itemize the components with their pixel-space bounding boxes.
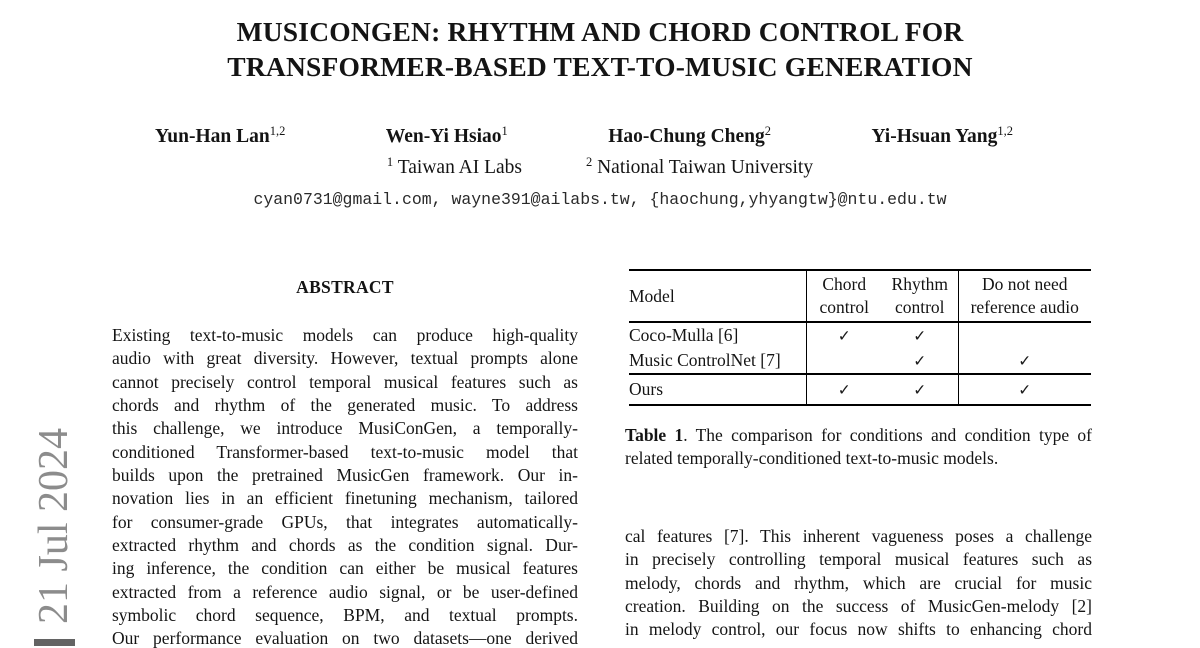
- rhythm-control-cell: ✓: [882, 348, 958, 374]
- model-cell: Ours: [629, 379, 664, 399]
- author-emails: cyan0731@gmail.com, wayne391@ailabs.tw, {haochung,yhyangtw}@ntu.edu.tw: [253, 190, 947, 209]
- no-reference-audio-cell: [958, 322, 1091, 348]
- text-line: melody, chords and rhythm, which are crucial for music: [625, 572, 1092, 593]
- table-caption-label: Table 1: [625, 425, 684, 445]
- abstract-body: [112, 324, 578, 648]
- author-name: Hao-Chung Cheng: [608, 126, 765, 147]
- author: [871, 126, 1013, 148]
- text-line: novation lies in an efficient finetuning mechanism, tailored: [112, 488, 578, 509]
- right-column: [625, 269, 1092, 642]
- text-line: this challenge, we introduce MusiConGen, a temporally-: [112, 418, 578, 439]
- chord-control-cell: [806, 348, 882, 374]
- left-column: [112, 277, 578, 648]
- text-line: cannot precisely control temporal musical features such as: [112, 371, 578, 392]
- arxiv-date-stamp: 21 Jul 2024: [31, 428, 77, 625]
- table-row-ours: [629, 374, 1091, 405]
- col-header-chord-control: Chord control: [806, 270, 882, 322]
- arxiv-stamp-cut-glyph: [34, 639, 75, 646]
- text-line: audio with great diversity. However, textual prompts alone: [112, 348, 578, 369]
- paper-title: [0, 14, 1200, 84]
- chord-control-cell: ✓: [806, 374, 882, 405]
- paper-title-line-2: TRANSFORMER-BASED TEXT-TO-MUSIC GENERATION: [227, 51, 973, 82]
- table-caption-text: . The comparison for conditions and condition type of related temporally-conditioned text-to-music models.: [625, 425, 1092, 468]
- model-cell: Coco-Mulla [6]: [629, 325, 739, 345]
- affil-name: National Taiwan University: [597, 157, 814, 178]
- table-row: [629, 348, 1091, 374]
- intro-body: [625, 525, 1092, 642]
- table-row: [629, 322, 1091, 348]
- author: [386, 126, 508, 148]
- author: [155, 126, 285, 148]
- text-line: builds upon the pretrained MusicGen framework. Our in-: [112, 464, 578, 485]
- text-line: for consumer-grade GPUs, that integrates automatically-: [112, 511, 578, 532]
- affiliation-list: [0, 157, 1200, 179]
- text-line: cal features [7]. This inherent vagueness poses a challenge: [625, 526, 1092, 546]
- text-line: chords and rhythm of the generated music. To address: [112, 394, 578, 415]
- text-line: extracted from a reference audio signal, or be user-defined: [112, 581, 578, 602]
- text-line: symbolic chord sequence, BPM, and textual prompts.: [112, 604, 578, 625]
- paper-title-line-1: MUSICONGEN: RHYTHM AND CHORD CONTROL FOR: [236, 16, 964, 47]
- rhythm-control-cell: ✓: [913, 326, 927, 345]
- comparison-table: [629, 269, 1091, 406]
- affil-name: Taiwan AI Labs: [397, 157, 522, 178]
- table-caption: [625, 424, 1092, 470]
- model-cell: Music ControlNet [7]: [629, 348, 806, 374]
- col-header-rhythm-control: Rhythm control: [882, 270, 958, 322]
- text-line: Existing text-to-music models can produce high-quality: [112, 325, 578, 345]
- affiliation: [387, 157, 522, 179]
- author-name: Yi-Hsuan Yang: [871, 126, 998, 147]
- text-line: Our performance evaluation on two datasets—one derived: [112, 628, 578, 648]
- author-name: Wen-Yi Hsiao: [385, 126, 502, 147]
- no-reference-audio-cell: ✓: [958, 348, 1091, 374]
- text-line: conditioned Transformer-based text-to-music model that: [112, 441, 578, 462]
- text-line: extracted rhythm and chords as the condition signal. Dur-: [112, 534, 578, 555]
- author: [608, 126, 771, 148]
- chord-control-cell: ✓: [806, 322, 882, 348]
- abstract-heading: ABSTRACT: [296, 277, 394, 297]
- affil-sup: 1: [386, 155, 394, 169]
- rhythm-control-cell: ✓: [913, 380, 927, 399]
- no-reference-audio-cell: ✓: [958, 374, 1091, 405]
- author-name: Yun-Han Lan: [155, 126, 270, 147]
- text-line: in precisely controlling temporal musical features such as: [625, 549, 1092, 570]
- col-header-no-reference-audio: Do not need reference audio: [958, 270, 1091, 322]
- author-list: [155, 126, 1013, 148]
- author-affil-sup: 1,2: [997, 124, 1013, 138]
- table-header-row: [629, 270, 1091, 322]
- author-affil-sup: 2: [764, 124, 772, 138]
- text-line: creation. Building on the success of MusicGen-melody [2]: [625, 595, 1092, 616]
- col-header-model: Model: [629, 270, 806, 322]
- author-affil-sup: 1,2: [269, 124, 286, 138]
- text-line: in melody control, our focus now shifts to enhancing chord: [625, 619, 1092, 640]
- affil-sup: 2: [585, 155, 593, 169]
- author-affil-sup: 1: [501, 124, 508, 138]
- affiliation: [586, 157, 813, 179]
- text-line: ing inference, the condition can either be musical features: [112, 558, 578, 579]
